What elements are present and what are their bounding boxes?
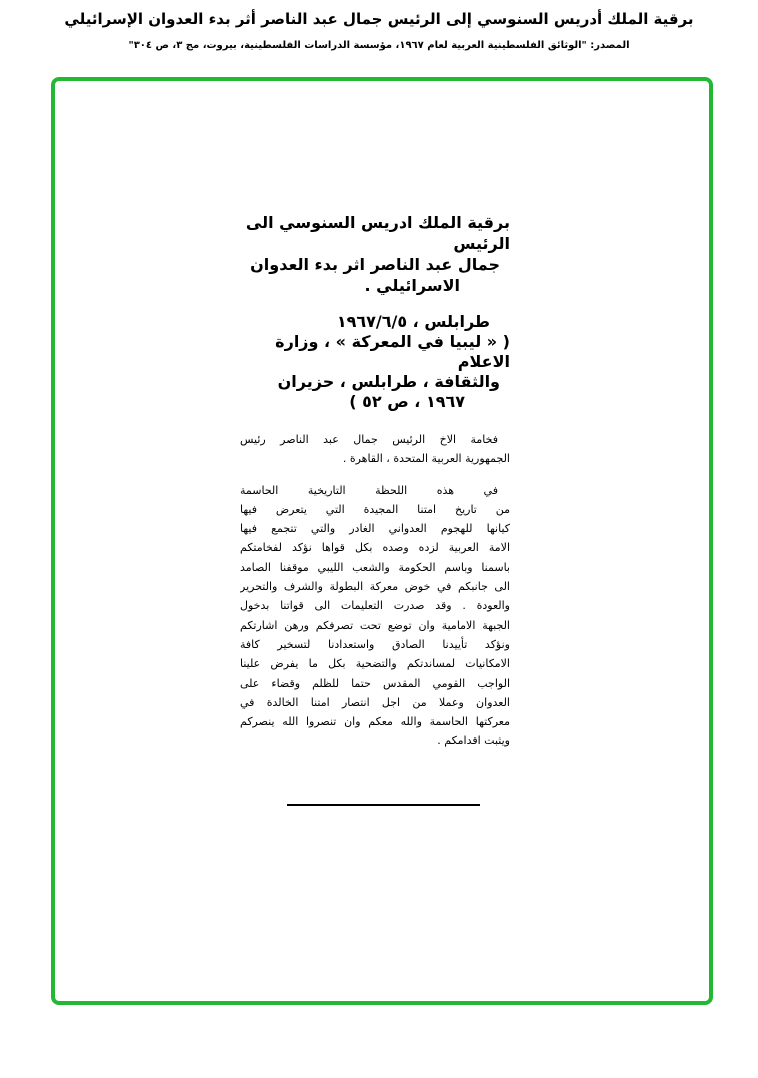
horizontal-rule <box>287 804 480 806</box>
body-line: الى جانبكم في خوض معركة البطولة والشرف والتحرير <box>240 580 510 594</box>
title-line: الاسرائيلي . <box>364 276 460 295</box>
title-line: برقية الملك ادريس السنوسي الى الرئيس <box>245 213 510 253</box>
body-line: الامكانيات لمساندتكم والتضحية بكل ما يفرض علينا <box>240 657 510 671</box>
body-line: العدوان وعملا من اجل انتصار امتنا الخالدة في <box>240 695 510 709</box>
body-line: باسمنا وباسم الحكومة والشعب الليبي موقفنا الصامد <box>240 560 510 574</box>
body-line: ونؤكد تأييدنا الصادق واستعدادنا لتسخير كافة <box>240 637 510 651</box>
address-line: فخامة الاخ الرئيس جمال عبد الناصر رئيس <box>240 433 498 446</box>
title-line: جمال عبد الناصر اثر بدء العدوان <box>250 255 500 274</box>
citation-line: طرابلس ، ١٩٦٧/٦/٥ <box>336 312 490 331</box>
body-line: في هذه اللحظة التاريخية الحاسمة <box>240 483 498 497</box>
page-title: برقية الملك أدريس السنوسي إلى الرئيس جمال عبد الناصر أثر بدء العدوان الإسرائيلي <box>64 10 694 28</box>
body-line: كيانها للهجوم العدواني الغادر والتي تتجمع فيها <box>240 522 510 536</box>
citation-line: ١٩٦٧ ، ص ٥٢ ) <box>349 392 465 411</box>
body-line: الامة العربية لزده وصده بكل قواها نؤكد لفخامتكم <box>240 541 510 555</box>
citation-line: والثقافة ، طرابلس ، حزيران <box>277 372 500 391</box>
telegram-body <box>240 430 510 751</box>
body-line: من تاريخ امتنا المجيدة التي يتعرض فيها <box>240 502 510 516</box>
citation-line: ( « ليبيا في المعركة » ، وزارة الاعلام <box>275 332 510 371</box>
address-line: الجمهورية العربية المتحدة ، القاهرة . <box>342 452 510 466</box>
body-line: الواجب القومي المقدس حتما للظلم وقضاء على <box>240 676 510 690</box>
document-citation <box>240 312 510 412</box>
body-line: الجبهة الامامية وان توضع تحت تصرفكم ورهن اشارتكم <box>240 618 510 632</box>
body-line: ويثبت اقدامكم . <box>437 734 510 748</box>
source-citation: المصدر: "الوثائق الفلسطينية العربية لعام ١٩٦٧، مؤسسة الدراسات الفلسطينية، بيروت، مج ٣، ص ٣٠٤" <box>128 40 630 51</box>
document-title <box>240 212 510 296</box>
body-line: معركتها الحاسمة والله معكم وان تنصروا الله ينصركم <box>240 715 510 729</box>
body-line: والعودة . وقد صدرت التعليمات الى قواتنا بدخول <box>240 599 510 613</box>
